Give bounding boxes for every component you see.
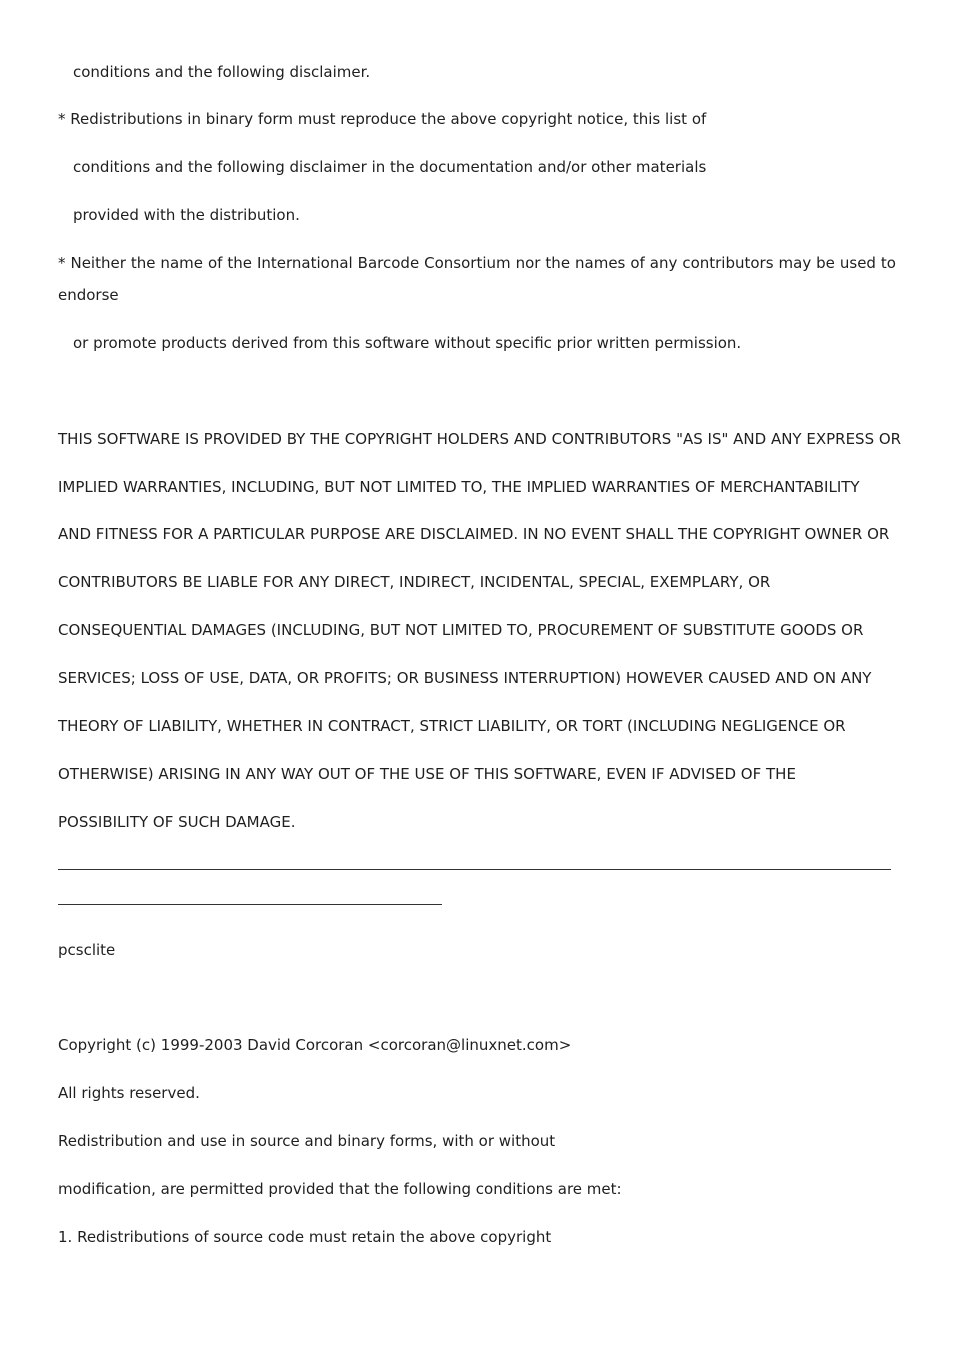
license-line: or promote products derived from this software without specific prior written permission. — [73, 334, 742, 352]
license-line: * Redistributions in binary form must reproduce the above copyright notice, this list of — [58, 110, 707, 128]
license-line: * Neither the name of the International Barcode Consortium nor the names of any contributors may be used to — [58, 254, 896, 272]
license-line: Redistribution and use in source and binary forms, with or without — [58, 1132, 556, 1150]
license-line: provided with the distribution. — [73, 206, 300, 224]
section-divider — [58, 904, 442, 905]
disclaimer-line: POSSIBILITY OF SUCH DAMAGE. — [58, 813, 296, 831]
copyright-line: Copyright (c) 1999-2003 David Corcoran <corcoran@linuxnet.com> — [58, 1036, 572, 1054]
disclaimer-line: SERVICES; LOSS OF USE, DATA, OR PROFITS; OR BUSINESS INTERRUPTION) HOWEVER CAUSED AND ON ANY — [58, 669, 872, 687]
license-line: 1. Redistributions of source code must retain the above copyright — [58, 1228, 552, 1246]
license-line: endorse — [58, 286, 119, 304]
disclaimer-line: OTHERWISE) ARISING IN ANY WAY OUT OF THE USE OF THIS SOFTWARE, EVEN IF ADVISED OF THE — [58, 765, 796, 783]
disclaimer-line: IMPLIED WARRANTIES, INCLUDING, BUT NOT LIMITED TO, THE IMPLIED WARRANTIES OF MERCHANTABILITY — [58, 478, 860, 496]
section-divider — [58, 869, 891, 870]
license-line: modification, are permitted provided that the following conditions are met: — [58, 1180, 622, 1198]
disclaimer-line: THEORY OF LIABILITY, WHETHER IN CONTRACT, STRICT LIABILITY, OR TORT (INCLUDING NEGLIGENCE OR — [58, 717, 846, 735]
disclaimer-line: CONSEQUENTIAL DAMAGES (INCLUDING, BUT NOT LIMITED TO, PROCUREMENT OF SUBSTITUTE GOODS OR — [58, 621, 864, 639]
section-title: pcsclite — [58, 941, 116, 959]
disclaimer-line: THIS SOFTWARE IS PROVIDED BY THE COPYRIGHT HOLDERS AND CONTRIBUTORS "AS IS" AND ANY EXPRESS OR — [58, 430, 902, 448]
license-line: conditions and the following disclaimer in the documentation and/or other materials — [73, 158, 707, 176]
disclaimer-line: CONTRIBUTORS BE LIABLE FOR ANY DIRECT, INDIRECT, INCIDENTAL, SPECIAL, EXEMPLARY, OR — [58, 573, 771, 591]
disclaimer-line: AND FITNESS FOR A PARTICULAR PURPOSE ARE DISCLAIMED. IN NO EVENT SHALL THE COPYRIGHT OWNER OR — [58, 525, 890, 543]
rights-line: All rights reserved. — [58, 1084, 200, 1102]
license-line: conditions and the following disclaimer. — [73, 63, 371, 81]
